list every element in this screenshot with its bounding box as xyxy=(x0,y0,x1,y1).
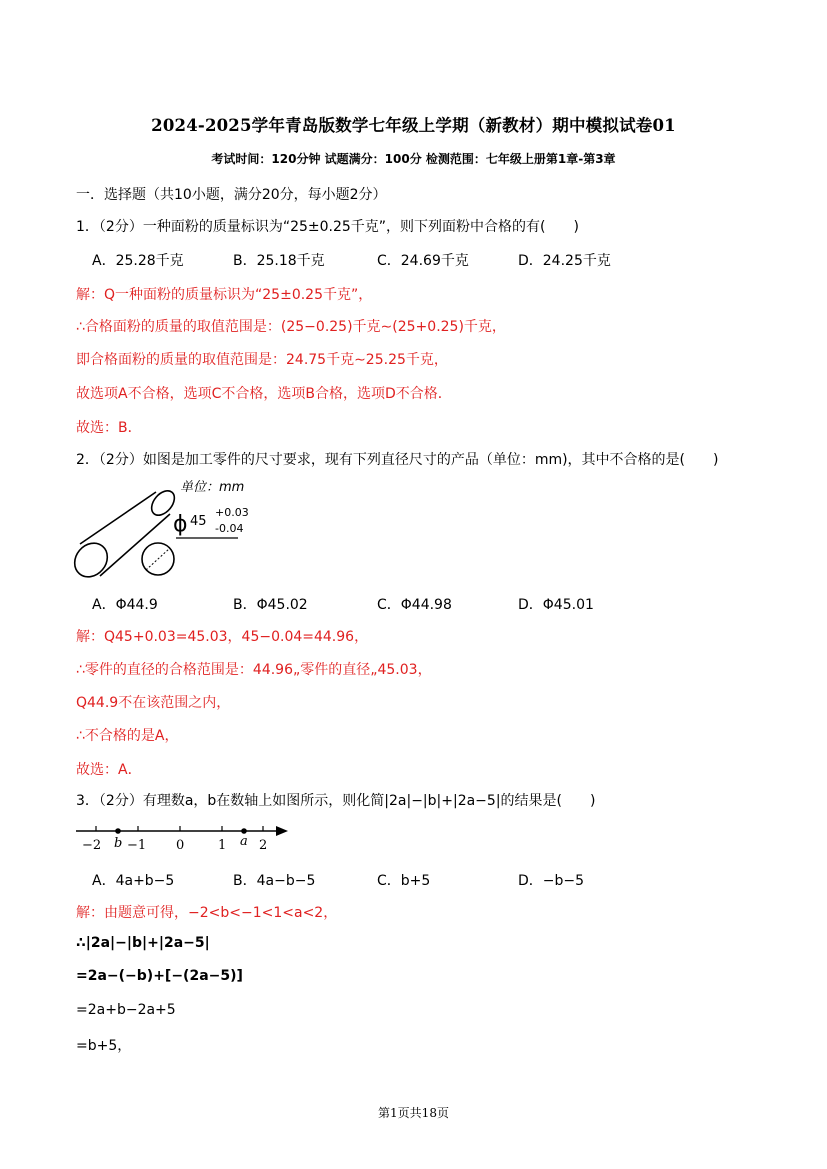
q1-option-c: C．24.69千克 xyxy=(377,253,469,269)
page-title: 2024-2025学年青岛版数学七年级上学期（新教材）期中模拟试卷01 xyxy=(151,116,676,135)
tick-label: 1 xyxy=(218,838,227,853)
q3-option-d: D．−b−5 xyxy=(518,873,585,889)
q2-solution-line: ∴零件的直径的合格范围是：44.96„零件的直径„45.03， xyxy=(76,662,432,678)
tick-label: 2 xyxy=(259,838,268,853)
q3-solution-line: =2a−(−b)+[−(2a−5)] xyxy=(76,968,243,984)
q1-option-b: B．25.18千克 xyxy=(233,253,325,269)
q2-solution-line: 故选：A． xyxy=(76,762,142,778)
q3-solution-text: 解：由题意可得，−2<b<−1<1<a<2， xyxy=(76,905,338,921)
cylinder-figure xyxy=(72,472,262,584)
point-a-label: a xyxy=(240,834,248,849)
q3-solution-line: ∴|2a|−|b|+|2a−5| xyxy=(76,935,210,951)
section-heading: 一．选择题（共10小题，满分20分，每小题2分） xyxy=(76,187,387,203)
question-2-stem: 2．（2分）如图是加工零件的尺寸要求，现有下列直径尺寸的产品（单位：mm)，其中不合格的是( ) xyxy=(76,452,719,468)
page-footer: 第1页共18页 xyxy=(378,1106,449,1120)
nominal-size: 45 xyxy=(190,514,207,529)
q2-solution-line: ∴不合格的是A， xyxy=(76,728,179,744)
q2-option-c: C．Φ44.98 xyxy=(377,597,452,613)
unit-label: 单位：mm xyxy=(180,480,245,495)
q3-solution-line: =2a+b−2a+5 xyxy=(76,1002,176,1018)
q1-solution-line: 即合格面粉的质量的取值范围是：24.75千克∼25.25千克， xyxy=(76,352,448,368)
q1-solution-line: 故选：B． xyxy=(76,420,142,436)
lower-tolerance: -0.04 xyxy=(215,522,244,535)
q3-solution-line xyxy=(76,902,337,922)
point-b-label: b xyxy=(114,836,123,851)
q1-option-a: A．25.28千克 xyxy=(92,253,184,269)
q1-solution-line: 解：Q一种面粉的质量标识为“25±0.25千克”， xyxy=(76,287,373,303)
number-line-figure xyxy=(72,818,294,858)
q2-solution-line: Q44.9不在该范围之内， xyxy=(76,695,231,711)
q3-option-c: C．b+5 xyxy=(377,873,431,889)
q1-solution-line: ∴合格面粉的质量的取值范围是：(25−0.25)千克∼(25+0.25)千克， xyxy=(76,319,506,335)
diameter-symbol: ϕ xyxy=(173,512,188,537)
tick-label: −2 xyxy=(82,838,102,853)
upper-tolerance: +0.03 xyxy=(215,506,249,519)
tick-label: 0 xyxy=(176,838,185,853)
question-1-stem: 1．（2分）一种面粉的质量标识为“25±0.25千克”，则下列面粉中合格的有( ) xyxy=(76,219,579,235)
q1-option-d: D．24.25千克 xyxy=(518,253,611,269)
q3-option-a: A．4a+b−5 xyxy=(92,873,175,889)
tick-label: −1 xyxy=(127,838,147,853)
question-3-stem: 3．（2分）有理数a，b在数轴上如图所示，则化简|2a|−|b|+|2a−5|的结果是( ) xyxy=(76,793,596,809)
q2-option-d: D．Φ45.01 xyxy=(518,597,594,613)
q2-solution-line: 解：Q45+0.03=45.03，45−0.04=44.96， xyxy=(76,629,369,645)
exam-info: 考试时间：120分钟 试题满分：100分 检测范围：七年级上册第1章-第3章 xyxy=(211,152,616,166)
q3-option-b: B．4a−b−5 xyxy=(233,873,316,889)
q1-solution-line: 故选项A不合格，选项C不合格，选项B合格，选项D不合格． xyxy=(76,386,452,402)
q2-option-a: A．Φ44.9 xyxy=(92,597,158,613)
q3-solution-line: =b+5， xyxy=(76,1038,132,1054)
q2-option-b: B．Φ45.02 xyxy=(233,597,308,613)
